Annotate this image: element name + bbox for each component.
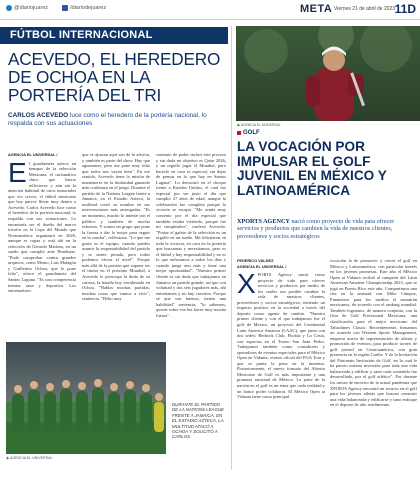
facebook-label: /diariodejuarez	[70, 5, 107, 11]
photo-credit-text: AGENCIA EL UNIVERSAL	[9, 456, 53, 460]
section-title: FÚTBOL INTERNACIONAL	[0, 27, 228, 44]
article-headline: ACEVEDO, EL HEREDERO DE OCHOA EN LA PORTERÍA DEL TRI	[8, 49, 221, 105]
deck-text: luce como el heredero de la portería nacional, lo respalda con sus actuaciones	[8, 112, 207, 127]
golf-photo-credit-text: AGENCIA EL UNIVERSAL	[240, 123, 281, 127]
photo-caption: DURANTE EL PARTIDO DE LA NATIONS LEAGUE FRENTE A JAMAICA, EN EL ESTADIO AZTECA, LA MULTITUD ATACÓ A OCHOA Y SOLICITÓ A CARLOS	[172, 402, 224, 440]
golf-byline-agency: AGENCIA EL UNIVERSAL /	[237, 263, 287, 269]
golf-column-2-text: vocación la de promover y crecer el golf en México y Latinoamérica, con particular interés en los jóvenes promesas. Este año el México Open at Vidanta recibió al campeón del Latin American Amateur Championship 2023, que se jugó en Puerto Rico este año, Compartimos una cita en la amistad con Mike Cámpoz, Finanziero para los medios el asumirán mexicanos, de acuerdo con el ranking mundial. También logramos, de manera conjunta, con la Gira de Golf Profesional Mexicana, una clasificación para el mejor mexicano del Tabachines Classic. Recientemente, firmamos un acuerdo con Western Sports Management, empresa nueva de representación de atletas y promoción de eventos, para producir torneo de golf juvenil en Centroamérica, con gran presencia en la región Caribe. Y de la Invitación del Patronato Invitación de Golf, en la cual le ha puesto nuestra inversión para toda una vida balanceada y edificar y sano cada sostenido fue desarrollado, por el golf atlético". Por durante los meses de encierro de la actual pandemia que XPORTS Agency encontró un recurso en el golf para los jóvenes atletas que buscan construir una vida balanceada y edificarse y sano enfoque en el deporte de alto rendimiento.	[330, 258, 417, 408]
soccer-team-image	[6, 342, 166, 454]
golf-photo-credit	[237, 123, 281, 127]
article-byline: AGENCIA EL UNIVERSAL /	[8, 152, 58, 157]
drop-cap: E	[8, 156, 27, 188]
facebook-handle[interactable]	[62, 5, 106, 11]
column-divider	[231, 26, 232, 470]
photo-credit	[6, 456, 53, 460]
article-column-2	[82, 152, 150, 338]
column-3-text: contento de poder incluir este proceso y sin duda mi objetivo es Qatar 2026, y un orgullo jugar el Mundial, pero hacerlo en casa es especial, sin dejar de pensar en lo que hay en Santos Laguna". Lo demostró en el choque frente a Estados Unidos, el cual fue especial por ser justo el día que cumplió 27 años de edad, aunque la celebración fue completa porque la victoria se escapó. "Me sentía muy contento por el día especial que también estaba viviendo, porque fue mi cumpleaños", confesó Acevedo. "Portar el gafete de la selección es un orgullo en un sueño. Me felicitaron en toda la victoria, en cara en la portería que buscamos y necesitamos, pero es el fútbol y hay responsabilidad y no es lo que enfocamos a todos los días y cuando juega uno más y tiene una mejor oportunidad". "Nuestro primer cliente es sin duda que trabajamos en Jamaica un partido grande, así que con voluntad y dos seis jugadores más, ahí entrenamos y no hay cuestión. Porque sé que son buenos, tienen una habilidad" sentencia, "lo sabemos, quizás sobre esa luz hacer muy mucha fuerza".	[156, 152, 226, 318]
article-column-1	[8, 152, 76, 338]
golf-deck-text: nació como proyecto de vida para ofrecer servicios y productos que cambien la vida de nuestros clientes, proveedores y socios estratégicos	[237, 218, 395, 240]
article-deck	[8, 112, 230, 127]
golf-byline-author: FEDERICO VALDEZ	[237, 258, 274, 263]
golf-photo	[236, 26, 420, 121]
page-number: 11D	[394, 2, 416, 16]
page-header	[0, 0, 420, 20]
golf-headline: LA VOCACIÓN POR IMPULSAR EL GOLF JUVENIL EN MÉXICO Y LATINOAMÉRICA	[237, 139, 387, 198]
column-1-text: l guardameta azteca en tiempos de la selección Mexicana, el carismático chico que barrio reflectores y aún sin la atención habitual de otros inmortales que vio crecer, el fútbol mexicano que hoy parece llevar muy dentro a Acevedo. Carlos Acevedo luce como el heredero de la portería nacional, lo respalda con sus actuaciones. Le encantaría ser el dueño del marco tricolor en la Copa del Mundo que Norteamérica organizará en 2026, aunque es capaz y está ahí en la selección de Gerardo Martino, en un sueño que cumplió ante Honduras. "Pude comprobar contra grandes arqueros, como Memo, Luis Malagón y Guillermo Ochoa, que le pone feliz", ofrece el guardameta del Santos Laguna. "Es una competencia interna sana y deportiva. Los entrenadores	[8, 160, 76, 294]
category-tag	[237, 130, 260, 136]
category-label: GOLF	[243, 130, 260, 136]
twitter-handle[interactable]	[6, 5, 48, 11]
category-marker-icon	[237, 131, 241, 135]
article-column-3	[156, 152, 226, 398]
deck-author: CARLOS ACEVEDO	[8, 112, 69, 119]
facebook-icon	[62, 5, 68, 11]
camera-icon: ◉	[6, 456, 10, 460]
camera-icon: ◉	[237, 123, 241, 127]
golf-column-1-text: PORTS Agency nació como proyecto de vida para ofrecer servicios y productos por medio de los cuales sea posible cambiar la vida de nuestros clientes, proveedores y socios estratégicos; teniendo un impacto positivo en la sociedad a través del deporte como agente de cambio. "Nuestro primer cliente y con el que trabajamos fue el golf de Mexico, un proyecto del Continental Latin America Amateur (LAAC), que junto con dos sedes: Bedrock Club, Florida y La Costa, con espacios en el Teatro San Juan Pedro. Trabajamos también como consultores y operadores de eventos especiales para el México Open en Vidanta, evento oficial del PGA Tour y que se punta la pena en la inmensa. Posteriormente, el nuevo formato del Abierto Mexicano de Golf es más importante y una promesa nacional de México. La parte de la nación en el golf es un tema que cada realidad y un honor poder colaborar. El México Open at Vidanta tiene como principal	[237, 272, 325, 400]
twitter-icon	[6, 5, 12, 11]
golfer-image	[236, 26, 420, 121]
issue-date: Viernes 21 de abril de 2023	[334, 6, 396, 12]
section-brand: META	[300, 3, 333, 15]
twitter-label: @diariojuarez	[14, 5, 49, 11]
golf-deck	[237, 218, 417, 240]
column-2-text: que se ajustan aquí son de la afición, y también es parte del show. Hay que aguantarse, pero me pone muy feliz que todos nos vayan bien". En ese sentido, Acevedo tiene la misión de mantenerse en la titularidad ganando más confianza en el juego. Durante el partido de la Nations League frente a Jamaica, en el Estadio Azteca, la multitud coreó su nombre en sus intervenciones más arriesgadas. "Es un momento, mucho lo intenté con el público y también de mucho esfuerzo. Y somos un grupo que pone la fuerza a dar lo mejor para seguir en la cancha", reflexiona. "Lo que me gusta es el equipo, cuando puedes asumir la responsabilidad del partido y se siente pesada, pero todos podemos elevar el nivel". Porque más allá de la presión que supone ser el titular en el próximo Mundial, a Acevedo le preocupa la duda de su carrera, la batalla hoy encabezada en Ochoa. "Hablas muchas partidas, muchas cosas que vamos a vivir", sentencia. "Debo muy	[82, 152, 150, 302]
golf-column-1	[237, 258, 325, 472]
golf-drop-cap: X	[237, 268, 256, 300]
golf-column-2	[330, 258, 417, 472]
team-photo	[6, 342, 166, 454]
deck-company: XPORTS AGENCY	[237, 218, 290, 225]
